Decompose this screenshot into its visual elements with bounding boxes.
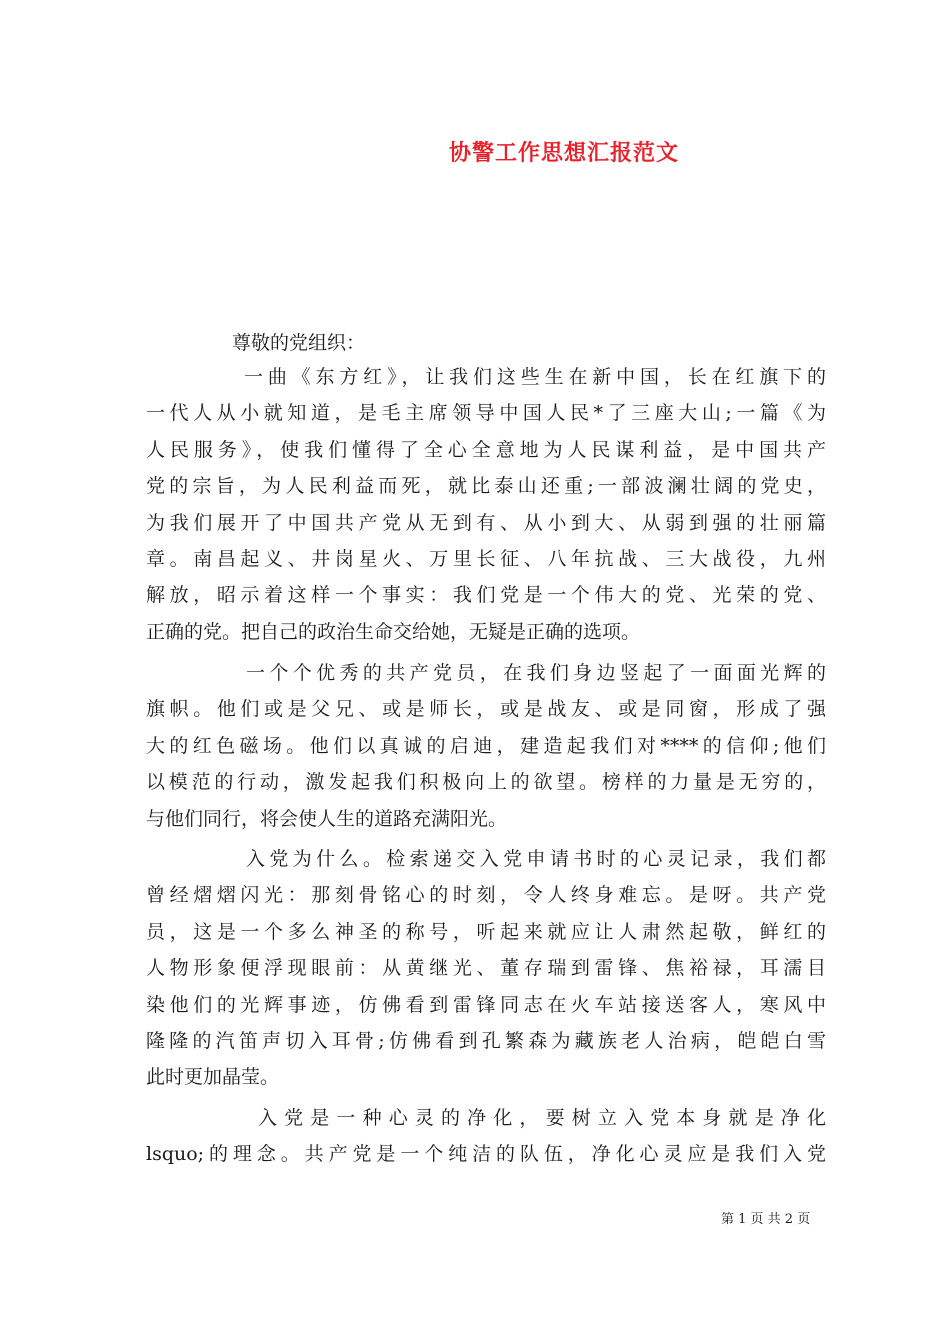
paragraph-line: 人民服务》，使我们懂得了全心全意地为人民谋利益，是中国共产	[146, 438, 826, 461]
paragraph-line: 入党为什么。检索递交入党申请书时的心灵记录，我们都	[246, 848, 826, 870]
paragraph-line: 为我们展开了中国共产党从无到有、从小到大、从弱到强的壮丽篇	[146, 511, 826, 534]
paragraph-line: 员，这是一个多么神圣的称号，听起来就应让人肃然起敬，鲜红的	[146, 920, 826, 943]
paragraph-line: 与他们同行，将会使人生的道路充满阳光。	[146, 807, 508, 830]
paragraph-line: lsquo;的理念。共产党是一个纯洁的队伍，净化心灵应是我们入党	[146, 1143, 826, 1166]
paragraph-line: 大的红色磁场。他们以真诚的启迪，建造起我们对****的信仰;他们	[146, 734, 826, 757]
paragraph-line: 此时更加晶莹。	[146, 1066, 280, 1089]
paragraph-4	[146, 1100, 826, 1173]
page-number-footer: 第 1 页 共 2 页	[721, 1212, 811, 1227]
paragraph-line: 曾经熠熠闪光：那刻骨铭心的时刻，令人终身难忘。是呀。共产党	[146, 884, 826, 907]
document-title: 协警工作思想汇报范文	[449, 140, 680, 166]
paragraph-line: 一代人从小就知道，是毛主席领导中国人民*了三座大山;一篇《为	[146, 402, 826, 425]
paragraph-1	[146, 359, 826, 650]
paragraph-line: 章。南昌起义、井岗星火、万里长征、八年抗战、三大战役，九州	[146, 548, 826, 571]
paragraph-line: 解放，昭示着这样一个事实：我们党是一个伟大的党、光荣的党、	[146, 584, 826, 607]
paragraph-line: 旗帜。他们或是父兄、或是师长，或是战友、或是同窗，形成了强	[146, 698, 826, 721]
paragraph-line: 入党是一种心灵的净化，要树立入党本身就是净化	[258, 1107, 826, 1129]
paragraph-3	[146, 841, 826, 1096]
paragraph-line: 隆隆的汽笛声切入耳骨;仿佛看到孔繁森为藏族老人治病，皑皑白雪	[146, 1030, 826, 1053]
paragraph-line: 一曲《东方红》，让我们这些生在新中国，长在红旗下的	[244, 366, 826, 388]
paragraph-line: 以模范的行动，激发起我们积极向上的欲望。榜样的力量是无穷的，	[146, 771, 826, 794]
paragraph-line: 人物形象便浮现眼前：从黄继光、董存瑞到雷锋、焦裕禄，耳濡目	[146, 957, 826, 980]
paragraph-line: 正确的党。把自己的政治生命交给她，无疑是正确的选项。	[146, 620, 641, 643]
paragraph-line: 党的宗旨，为人民利益而死，就比泰山还重;一部波澜壮阔的党史，	[146, 475, 826, 498]
salutation: 尊敬的党组织：	[232, 332, 366, 354]
paragraph-2	[146, 655, 826, 837]
paragraph-line: 染他们的光辉事迹，仿佛看到雷锋同志在火车站接送客人，寒风中	[146, 993, 826, 1016]
paragraph-line: 一个个优秀的共产党员，在我们身边竖起了一面面光辉的	[246, 662, 826, 684]
